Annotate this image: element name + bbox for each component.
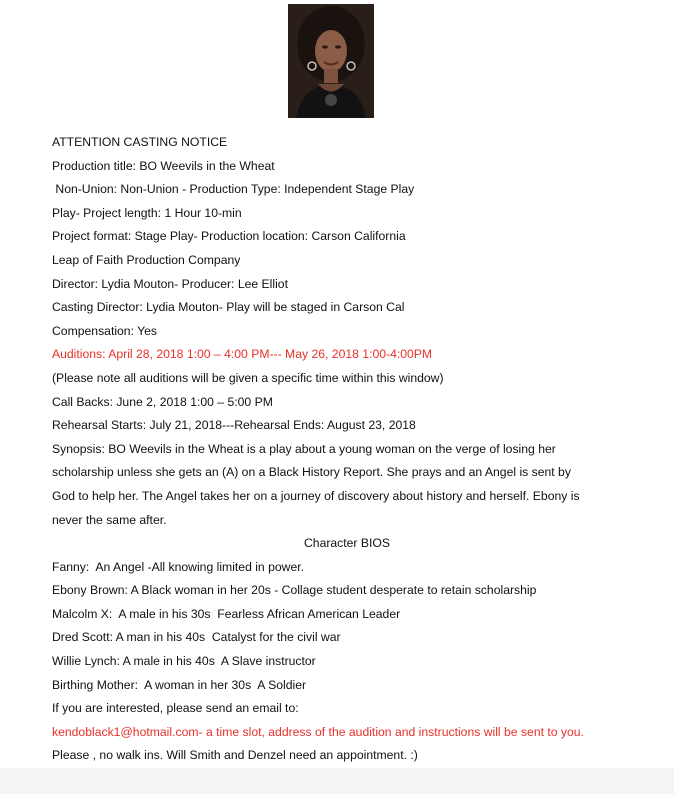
casting-notice — [52, 131, 622, 768]
synopsis-line-3: God to help her. The Angel takes her on a journey of discovery about history and herself. Ebony is — [52, 488, 580, 503]
bio-birthing-mother: Birthing Mother: A woman in her 30s A Soldier — [52, 677, 307, 692]
portrait-illustration — [288, 4, 374, 118]
audition-note: (Please note all auditions will be given a specific time within this window) — [52, 370, 444, 385]
synopsis-line-4: never the same after. — [52, 512, 167, 527]
synopsis-line-1: Synopsis: BO Weevils in the Wheat is a play about a young woman on the verge of losing her — [52, 441, 556, 456]
rehearsal-dates: Rehearsal Starts: July 21, 2018---Rehearsal Ends: August 23, 2018 — [52, 418, 416, 433]
closing-note: Please , no walk ins. Will Smith and Denzel need an appointment. :) — [52, 748, 418, 763]
union-status: Non-Union: Non-Union - Production Type: Independent Stage Play — [52, 182, 415, 197]
compensation: Compensation: Yes — [52, 323, 158, 338]
synopsis-line-2: scholarship unless she gets an (A) on a Black History Report. She prays and an Angel is sent by — [52, 465, 571, 480]
contact-intro: If you are interested, please send an email to: — [52, 701, 299, 716]
project-format: Project format: Stage Play- Production location: Carson California — [52, 229, 406, 244]
bio-willie-lynch: Willie Lynch: A male in his 40s A Slave instructor — [52, 654, 316, 669]
contact-email-link[interactable]: kendoblack1@hotmail.com- a time slot, address of the audition and instructions will be sent to you. — [52, 724, 584, 739]
notice-heading: ATTENTION CASTING NOTICE — [52, 135, 228, 149]
bio-fanny: Fanny: An Angel -All knowing limited in power. — [52, 559, 305, 574]
casting-director: Casting Director: Lydia Mouton- Play will be staged in Carson Cal — [52, 300, 405, 315]
production-company: Leap of Faith Production Company — [52, 252, 241, 267]
callbacks-date: Call Backs: June 2, 2018 1:00 – 5:00 PM — [52, 394, 273, 409]
director-producer: Director: Lydia Mouton- Producer: Lee Elliot — [52, 276, 288, 291]
production-title: Production title: BO Weevils in the Wheat — [52, 158, 275, 173]
portrait-photo — [288, 4, 374, 118]
bio-ebony-brown: Ebony Brown: A Black woman in her 20s - Collage student desperate to retain scholarship — [52, 583, 537, 598]
bio-dred-scott: Dred Scott: A man in his 40s Catalyst for the civil war — [52, 630, 341, 645]
bio-malcolm-x: Malcolm X: A male in his 30s Fearless African American Leader — [52, 606, 401, 621]
character-bios-heading: Character BIOS — [303, 536, 391, 551]
project-length: Play- Project length: 1 Hour 10-min — [52, 205, 242, 220]
auditions-dates: Auditions: April 28, 2018 1:00 – 4:00 PM--- May 26, 2018 1:00-4:00PM — [52, 347, 433, 362]
